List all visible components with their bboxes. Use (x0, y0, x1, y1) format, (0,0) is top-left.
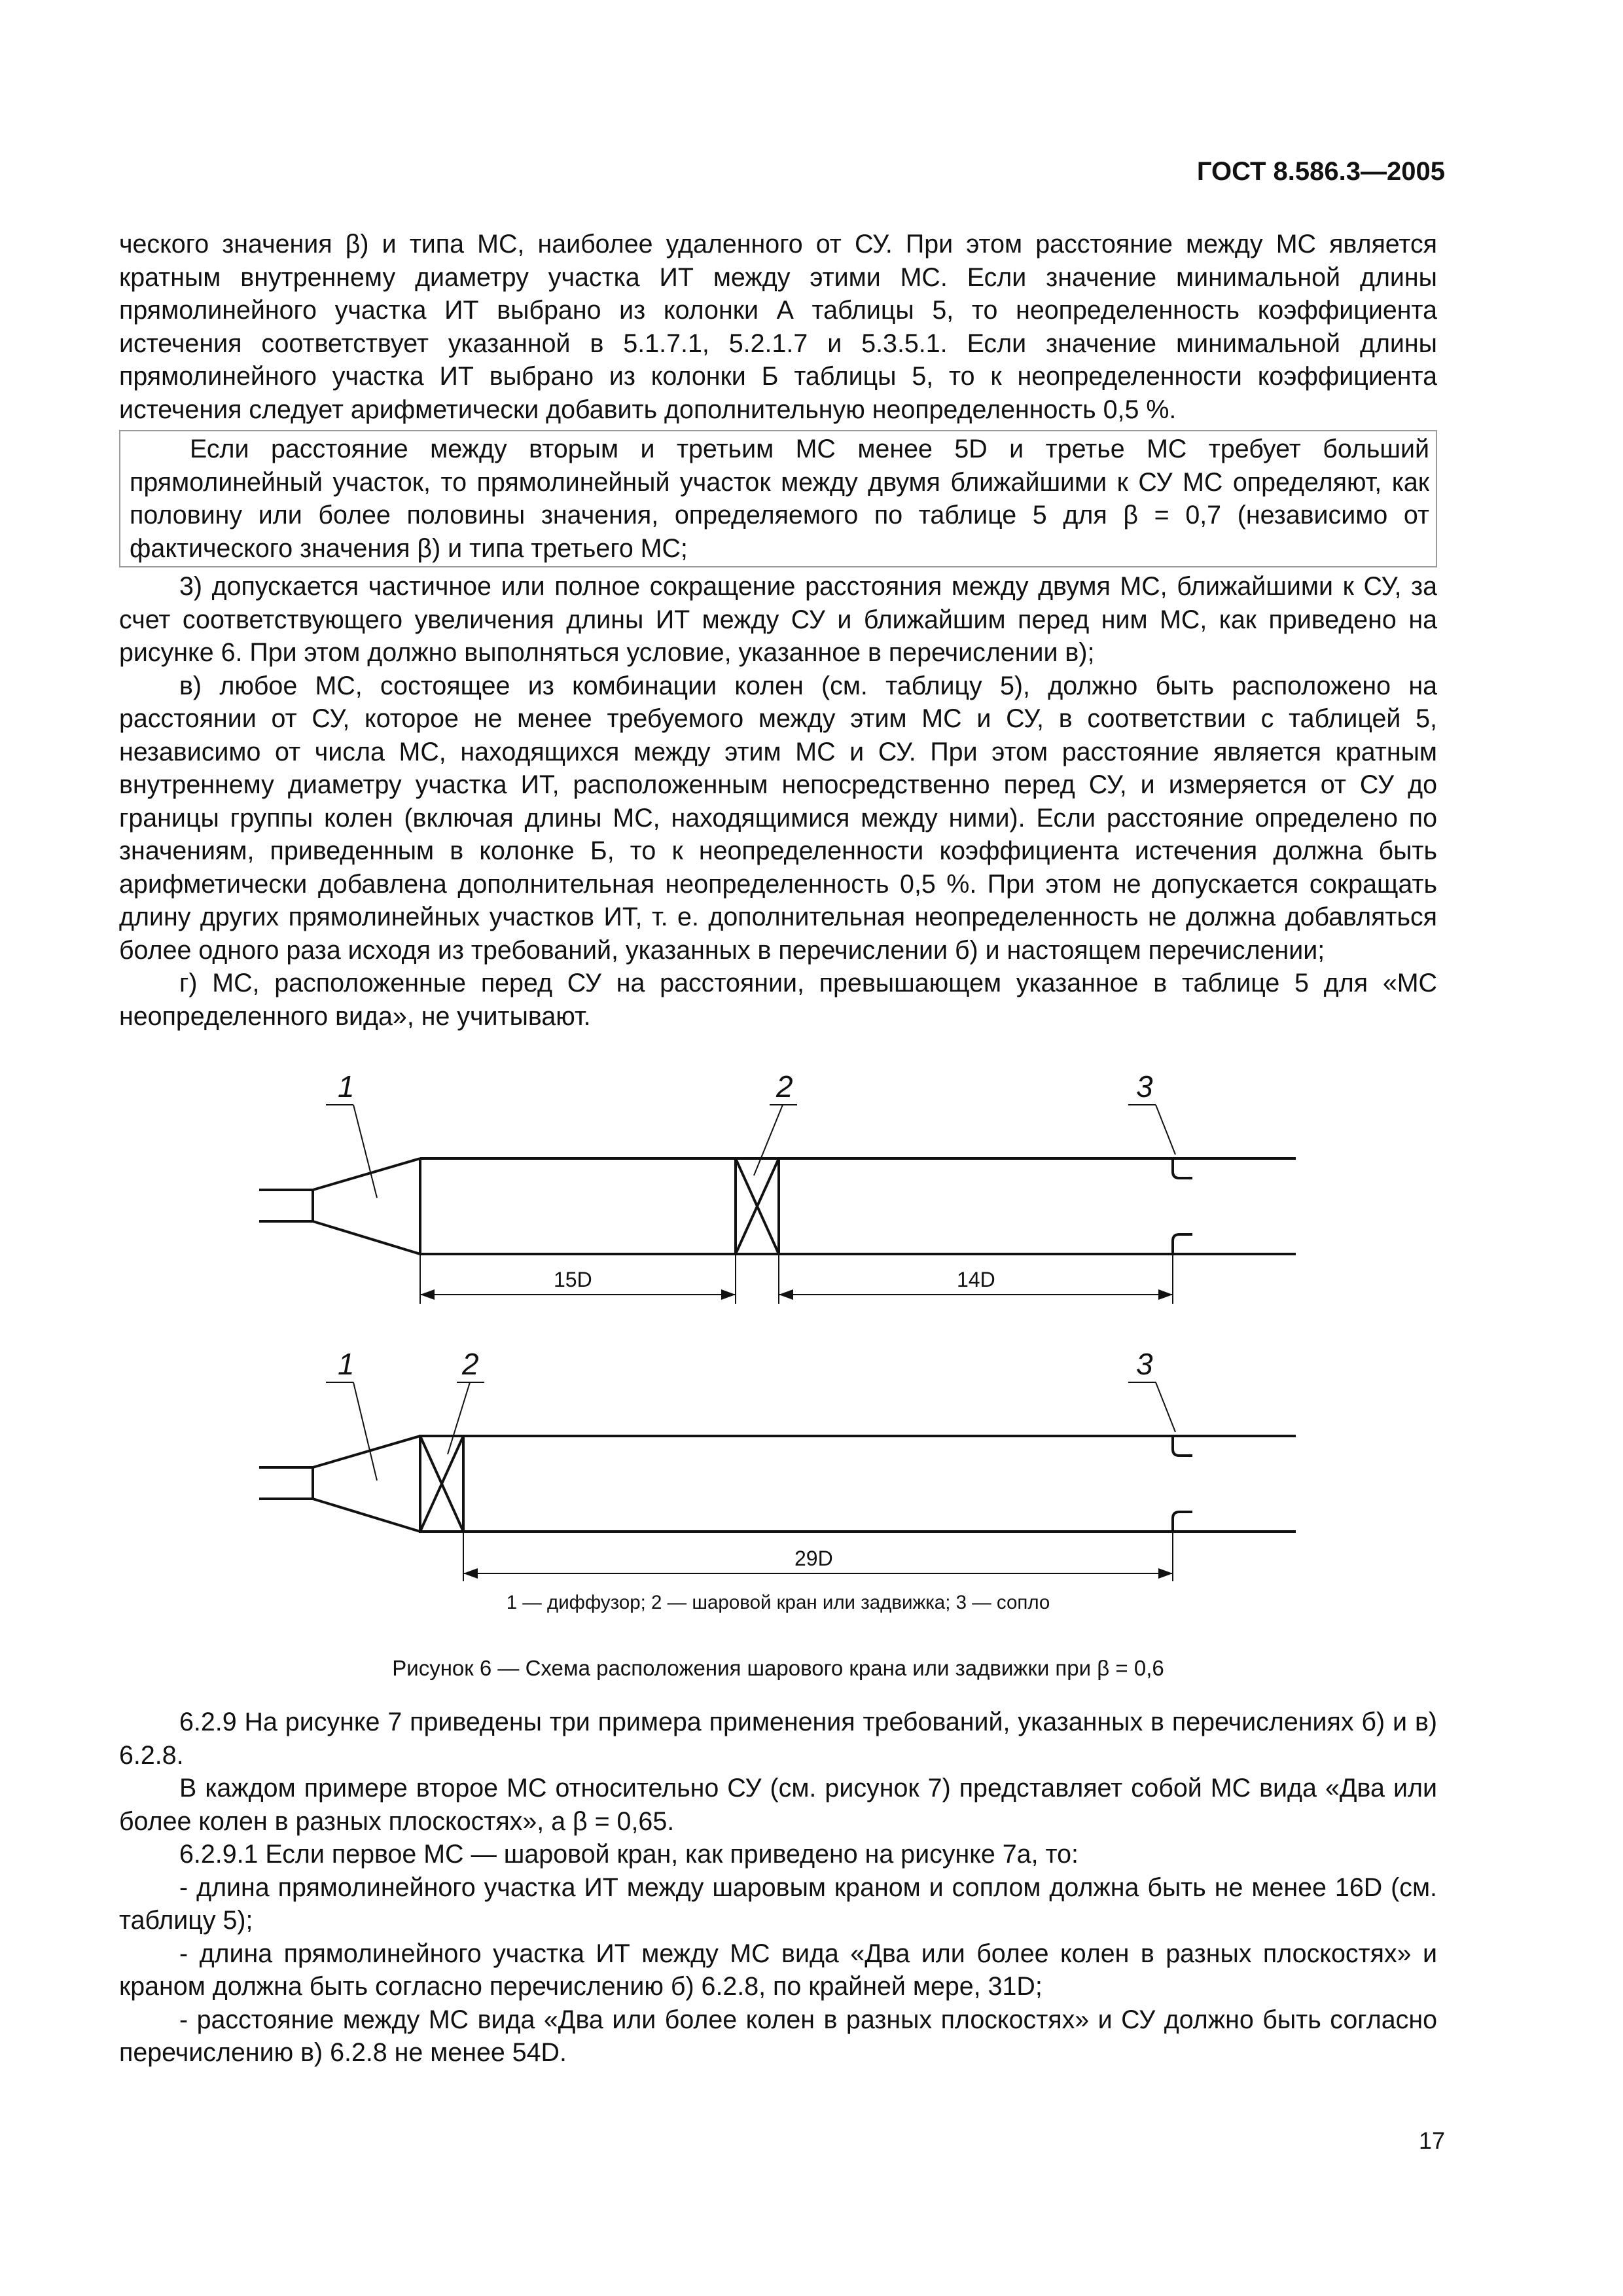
dash-item-3: - расстояние между МС вида «Два или более колен в разных плоскостях» и СУ должно быть согласно перечислению в) 6.2.8 не менее 54D. (119, 2005, 1437, 2067)
paragraph-continued: ческого значения β) и типа МС, наиболее удаленного от СУ. При этом расстояние между МС является кратным внутреннему диаметру участка ИТ между этими МС. Если значение минимальной длины прямолинейного участка ИТ выбрано из колонки А таблицы 5, то неопределенность коэффициента истечения соответствует указанной в 5.1.7.1, 5.2.1.7 и 5.3.5.1. Если значение минимальной длины прямолинейного участка ИТ выбрано из колонки Б таблицы 5, то к неопределенности коэффициента истечения следует арифметически добавить дополнительную неопределенность 0,5 %. (119, 230, 1437, 424)
paragraph-6-2-9: 6.2.9 На рисунке 7 приведены три примера применения требований, указанных в перечислениях б) и в) 6.2.8. (119, 1708, 1437, 1770)
text-block-lower (119, 1706, 1437, 2070)
figure-label-3: 3 (1136, 1069, 1153, 1103)
dimension-14d: 14D (957, 1268, 995, 1291)
figure-label-3-bottom: 3 (1136, 1347, 1153, 1381)
list-item-g: г) МС, расположенные перед СУ на расстоянии, превышающем указанное в таблице 5 для «МС неопределенного вида», не учитывают. (119, 969, 1437, 1031)
dimension-15d: 15D (554, 1268, 592, 1291)
list-item-v: в) любое МС, состоящее из комбинации колен (см. таблицу 5), должно быть расположено на расстоянии от СУ, которое не менее требуемого между этим МС и СУ, в соответствии с таблицей 5, независимо от числа МС, находящихся между этим МС и СУ. При этом расстояние является кратным внутреннему диаметру участка ИТ, расположенным непосредственно перед СУ, и измеряется от СУ до границы группы колен (включая длины МС, находящимися между ними). Если расстояние определено по значениям, приведенным в колонке Б, то к неопределенности коэффициента истечения должна быть арифметически добавлена дополнительная неопределенность 0,5 %. При этом не допускается сокращать длину других прямолинейных участков ИТ, т. е. дополнительная неопределенность не должна добавляться более одного раза исходя из требований, указанных в перечислении б) и настоящем перечислении; (119, 671, 1437, 965)
page-number: 17 (1418, 2127, 1445, 2154)
boxed-note-text: Если расстояние между вторым и третьим МС менее 5D и третье МС требует больший прямолинейный участок, то прямолинейный участок между двумя ближайшими к СУ МС определяют, как половину или более половины значения, определяемого по таблице 5 для β = 0,7 (независимо от фактического значения β) и типа третьего МС; (130, 435, 1429, 563)
dash-item-2: - длина прямолинейного участка ИТ между МС вида «Два или более колен в разных плоскостях» и краном должна быть согласно перечислению б) 6.2.8, по крайней мере, 31D; (119, 1939, 1437, 2001)
figure-legend: 1 — диффузор; 2 — шаровой кран или задвижка; 3 — сопло (506, 1592, 1050, 1613)
paragraph-6-2-9-example: В каждом примере второе МС относительно СУ (см. рисунок 7) представляет собой МС вида «Два или более колен в разных плоскостях», а β = 0,65. (119, 1774, 1437, 1836)
list-item-3: 3) допускается частичное или полное сокращение расстояния между двумя МС, ближайшими к СУ, за счет соответствующего увеличения длины ИТ между СУ и ближайшим перед ним МС, как приведено на рисунке 6. При этом должно выполняться условие, указанное в перечислении в); (119, 572, 1437, 667)
paragraph-6-2-9-1: 6.2.9.1 Если первое МС — шаровой кран, как приведено на рисунке 7а, то: (179, 1840, 1079, 1869)
figure-caption: Рисунок 6 — Схема расположения шарового крана или задвижки при β = 0,6 (392, 1656, 1164, 1680)
figure-label-2-bottom: 2 (462, 1347, 479, 1381)
figure-label-2: 2 (776, 1069, 793, 1103)
figure-label-1-bottom: 1 (338, 1347, 355, 1381)
document-header: ГОСТ 8.586.3—2005 (1196, 157, 1445, 186)
dimension-29d: 29D (794, 1547, 833, 1570)
figure-label-1: 1 (338, 1069, 355, 1103)
dash-item-1: - длина прямолинейного участка ИТ между шаровым краном и соплом должна быть не менее 16D (см. таблицу 5); (119, 1873, 1437, 1935)
